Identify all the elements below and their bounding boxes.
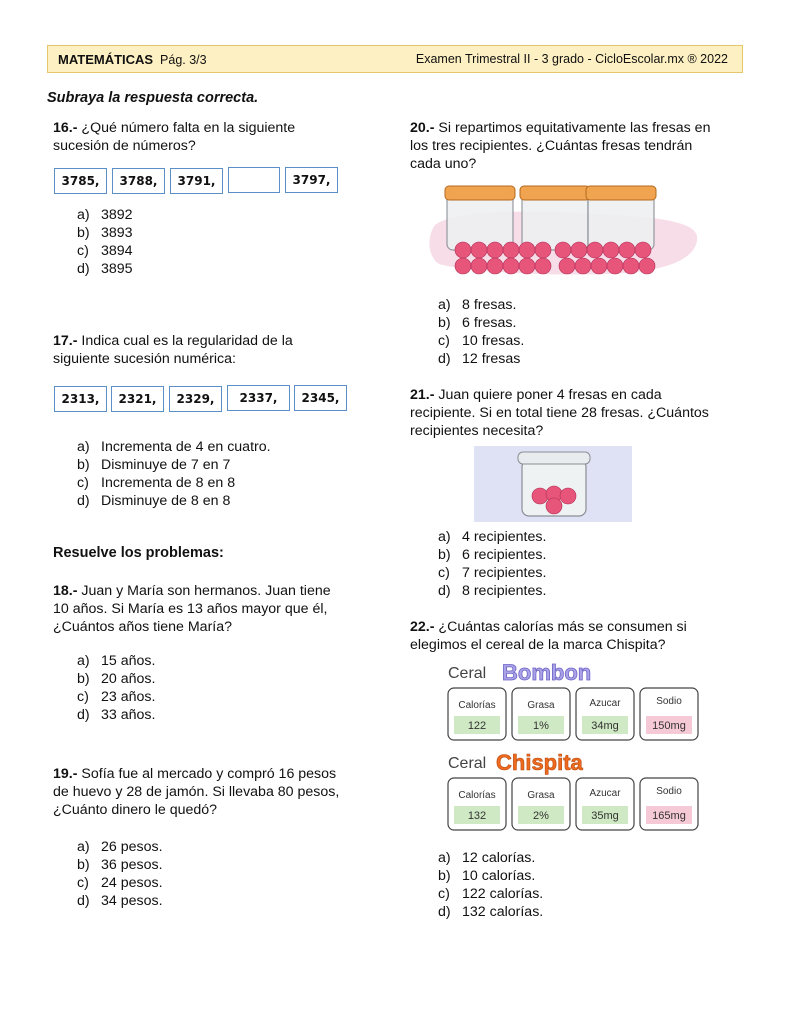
- q22-option-a[interactable]: a) 12 calorías.: [438, 850, 536, 866]
- cereal-word-1: Ceral: [448, 665, 487, 682]
- chispita-value-azucar: 35mg: [591, 810, 619, 822]
- question-16: [53, 119, 295, 155]
- q17-options: [77, 438, 271, 510]
- q17-seq-5: 2345,: [294, 385, 347, 411]
- q22-option-c[interactable]: c) 122 calorías.: [438, 886, 544, 902]
- section-heading: Resuelve los problemas:: [53, 545, 224, 561]
- q17-number: 17.-: [53, 333, 78, 349]
- question-21: [410, 386, 709, 440]
- q20-option-a[interactable]: a) 8 fresas.: [438, 297, 517, 313]
- q19-line-3: ¿Cuánto dinero le quedó?: [53, 802, 218, 818]
- chispita-panel: [448, 778, 698, 830]
- q18-line-3: ¿Cuántos años tiene María?: [53, 619, 233, 635]
- q17-text-2: siguiente sucesión numérica:: [53, 351, 236, 367]
- q18-option-a[interactable]: a) 15 años.: [77, 653, 156, 669]
- header-left: [58, 52, 207, 67]
- q18-options: [77, 652, 155, 724]
- chispita-label-azucar: Azucar: [589, 788, 621, 799]
- q21-line-1: Juan quiere poner 4 fresas en cada: [438, 387, 662, 403]
- chispita-label-sodio: Sodio: [656, 786, 682, 797]
- exam-title: Examen Trimestral II - 3 grado - CicloEscolar.mx ® 2022: [415, 52, 728, 66]
- q16-option-b[interactable]: b) 3893: [77, 225, 133, 241]
- subject-title: MATEMÁTICAS: [58, 52, 154, 67]
- page-header: [47, 45, 743, 73]
- q20-line-3: cada uno?: [410, 156, 477, 172]
- q16-seq-5: 3797,: [285, 167, 338, 193]
- question-19: [53, 765, 339, 819]
- page-number: Pág. 3/3: [160, 53, 207, 67]
- q20-options: [438, 296, 524, 368]
- q22-option-d[interactable]: d) 132 calorías.: [438, 904, 544, 920]
- q20-option-b[interactable]: b) 6 fresas.: [438, 315, 517, 331]
- q16-text-1: ¿Qué número falta en la siguiente: [81, 120, 296, 136]
- q22-option-b[interactable]: b) 10 calorías.: [438, 868, 536, 884]
- q22-options: [438, 849, 543, 921]
- q18-option-b[interactable]: b) 20 años.: [77, 671, 156, 687]
- bombon-panel: [448, 688, 698, 740]
- q18-line-1: Juan y María son hermanos. Juan tiene: [81, 583, 331, 599]
- q16-seq-1: 3785,: [54, 168, 107, 194]
- q21-option-d[interactable]: d) 8 recipientes.: [438, 583, 547, 599]
- q21-option-c[interactable]: c) 7 recipientes.: [438, 565, 547, 581]
- q17-option-b[interactable]: b) Disminuye de 7 en 7: [77, 457, 231, 473]
- brand-chispita: Chispita: [496, 750, 583, 775]
- q19-option-c[interactable]: c) 24 pesos.: [77, 875, 163, 891]
- q16-option-a[interactable]: a) 3892: [77, 207, 133, 223]
- q20-option-d[interactable]: d) 12 fresas: [438, 351, 521, 367]
- q17-seq-1: 2313,: [54, 386, 107, 412]
- chispita-value-grasa: 2%: [533, 810, 549, 822]
- q19-option-d[interactable]: d) 34 pesos.: [77, 893, 163, 909]
- chispita-label-calorias: Calorías: [458, 790, 496, 801]
- q17-seq-4: 2337,: [227, 385, 290, 411]
- q17-option-a[interactable]: a) Incrementa de 4 en cuatro.: [77, 439, 271, 455]
- q21-options: [438, 528, 546, 600]
- q19-number: 19.-: [53, 766, 78, 782]
- q21-option-a[interactable]: a) 4 recipientes.: [438, 529, 547, 545]
- bombon-value-calorias: 122: [467, 720, 487, 732]
- q22-line-1: ¿Cuántas calorías más se consumen si: [438, 619, 687, 635]
- bombon-label-azucar: Azucar: [589, 698, 621, 709]
- q19-line-1: Sofía fue al mercado y compró 16 pesos: [81, 766, 337, 782]
- strawberry-containers-image: [427, 180, 699, 280]
- q21-line-2: recipiente. Si en total tiene 28 fresas. ¿Cuántos: [410, 405, 709, 421]
- q18-option-d[interactable]: d) 33 años.: [77, 707, 156, 723]
- q21-number: 21.-: [410, 387, 435, 403]
- q20-line-2: los tres recipientes. ¿Cuántas fresas tendrán: [410, 138, 693, 154]
- q20-line-1: Si repartimos equitativamente las fresas en: [438, 120, 711, 136]
- container-2-icon: [520, 186, 590, 250]
- chispita-label-grasa: Grasa: [527, 790, 555, 801]
- bombon-value-azucar: 34mg: [591, 720, 619, 732]
- q17-option-d[interactable]: d) Disminuye de 8 en 8: [77, 493, 231, 509]
- q16-seq-2: 3788,: [112, 168, 165, 194]
- q18-option-c[interactable]: c) 23 años.: [77, 689, 156, 705]
- question-18: [53, 582, 331, 636]
- q17-seq-3: 2329,: [169, 386, 222, 412]
- q22-number: 22.-: [410, 619, 435, 635]
- chispita-value-sodio: 165mg: [652, 810, 686, 822]
- bombon-label-sodio: Sodio: [656, 696, 682, 707]
- bombon-label-calorias: Calorías: [458, 700, 496, 711]
- cereal-nutrition-image: [444, 656, 700, 836]
- q21-option-b[interactable]: b) 6 recipientes.: [438, 547, 547, 563]
- q17-option-c[interactable]: c) Incrementa de 8 en 8: [77, 475, 236, 491]
- q16-option-d[interactable]: d) 3895: [77, 261, 133, 277]
- q20-option-c[interactable]: c) 10 fresas.: [438, 333, 525, 349]
- q16-text-2: sucesión de números?: [53, 138, 196, 154]
- chispita-value-calorias: 132: [467, 810, 487, 822]
- q19-line-2: de huevo y 28 de jamón. Si llevaba 80 pesos,: [53, 784, 340, 800]
- q16-options: [77, 206, 133, 278]
- q18-line-2: 10 años. Si María es 13 años mayor que él,: [53, 601, 328, 617]
- cereal-word-2: Ceral: [448, 755, 487, 772]
- q20-number: 20.-: [410, 120, 435, 136]
- q19-option-a[interactable]: a) 26 pesos.: [77, 839, 163, 855]
- q17-text-1: Indica cual es la regularidad de la: [81, 333, 293, 349]
- bombon-value-sodio: 150mg: [652, 720, 686, 732]
- question-20: [410, 119, 710, 173]
- q22-line-2: elegimos el cereal de la marca Chispita?: [410, 637, 666, 653]
- bombon-value-grasa: 1%: [533, 720, 549, 732]
- instruction: Subraya la respuesta correcta.: [47, 90, 259, 106]
- bombon-label-grasa: Grasa: [527, 700, 555, 711]
- q16-number: 16.-: [53, 120, 78, 136]
- container-3-icon: [586, 186, 656, 250]
- q19-options: [77, 838, 163, 910]
- question-22: [410, 618, 687, 654]
- brand-bombon: Bombon: [502, 660, 592, 685]
- single-container-image: [474, 446, 632, 522]
- q16-seq-blank: [228, 167, 280, 193]
- q17-seq-2: 2321,: [111, 386, 164, 412]
- q19-option-b[interactable]: b) 36 pesos.: [77, 857, 163, 873]
- q16-option-c[interactable]: c) 3894: [77, 243, 133, 259]
- question-17: [53, 332, 293, 368]
- container-1-icon: [445, 186, 515, 250]
- q16-seq-3: 3791,: [170, 168, 223, 194]
- q21-line-3: recipientes necesita?: [410, 423, 544, 439]
- q18-number: 18.-: [53, 583, 78, 599]
